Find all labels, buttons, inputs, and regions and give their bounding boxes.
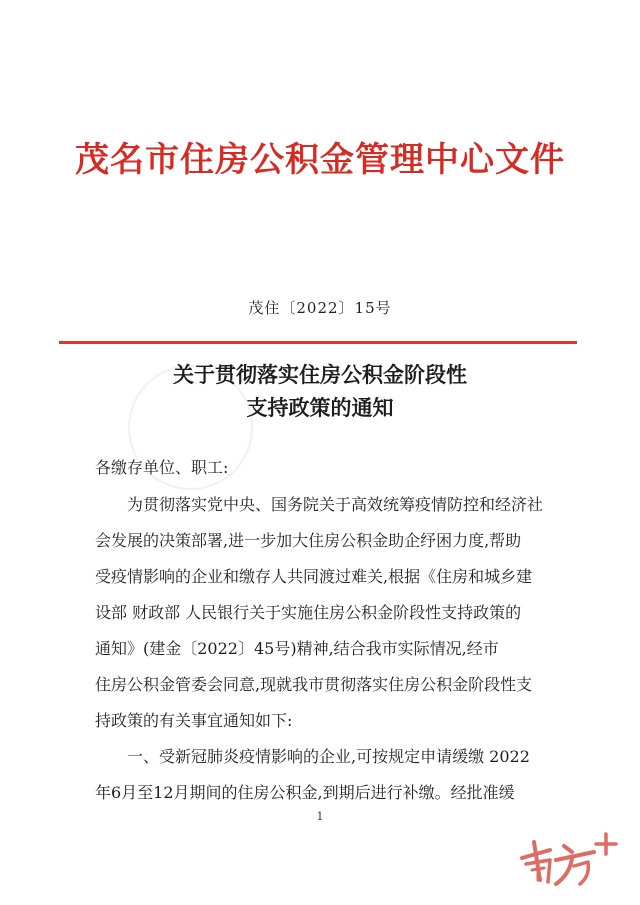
body-line: 为贯彻落实党中央、国务院关于高效统筹疫情防控和经济社: [95, 495, 544, 514]
body-line: 受疫情影响的企业和缴存人共同渡过难关,根据《住房和城乡建: [95, 567, 533, 586]
body-line: 年6月至12月期间的住房公积金,到期后进行补缴。经批准缓: [95, 783, 515, 802]
body-line: 住房公积金管委会同意,现就我市贯彻落实住房公积金阶段性支: [95, 675, 533, 694]
notice-title-line-1: 关于贯彻落实住房公积金阶段性: [173, 363, 467, 387]
page-number: 1: [316, 810, 324, 823]
body-line: 持政策的有关事宜通知如下:: [95, 711, 293, 730]
document-header-title: 茂名市住房公积金管理中心文件: [75, 140, 565, 180]
red-divider-line: [59, 341, 577, 344]
body-line: 设部 财政部 人民银行关于实施住房公积金阶段性支持政策的: [95, 603, 522, 622]
nanfang-plus-logo-watermark: [516, 828, 626, 890]
document-number: 茂住〔2022〕15号: [248, 299, 392, 317]
salutation: 各缴存单位、职工:: [95, 458, 229, 477]
body-line: 会发展的决策部署,进一步加大住房公积金助企纾困力度,帮助: [95, 531, 522, 550]
body-line: 一、受新冠肺炎疫情影响的企业,可按规定申请缓缴 2022: [95, 747, 530, 766]
notice-title-line-2: 支持政策的通知: [246, 396, 394, 420]
body-line: 通知》(建金〔2022〕45号)精神,结合我市实际情况,经市: [95, 639, 499, 658]
